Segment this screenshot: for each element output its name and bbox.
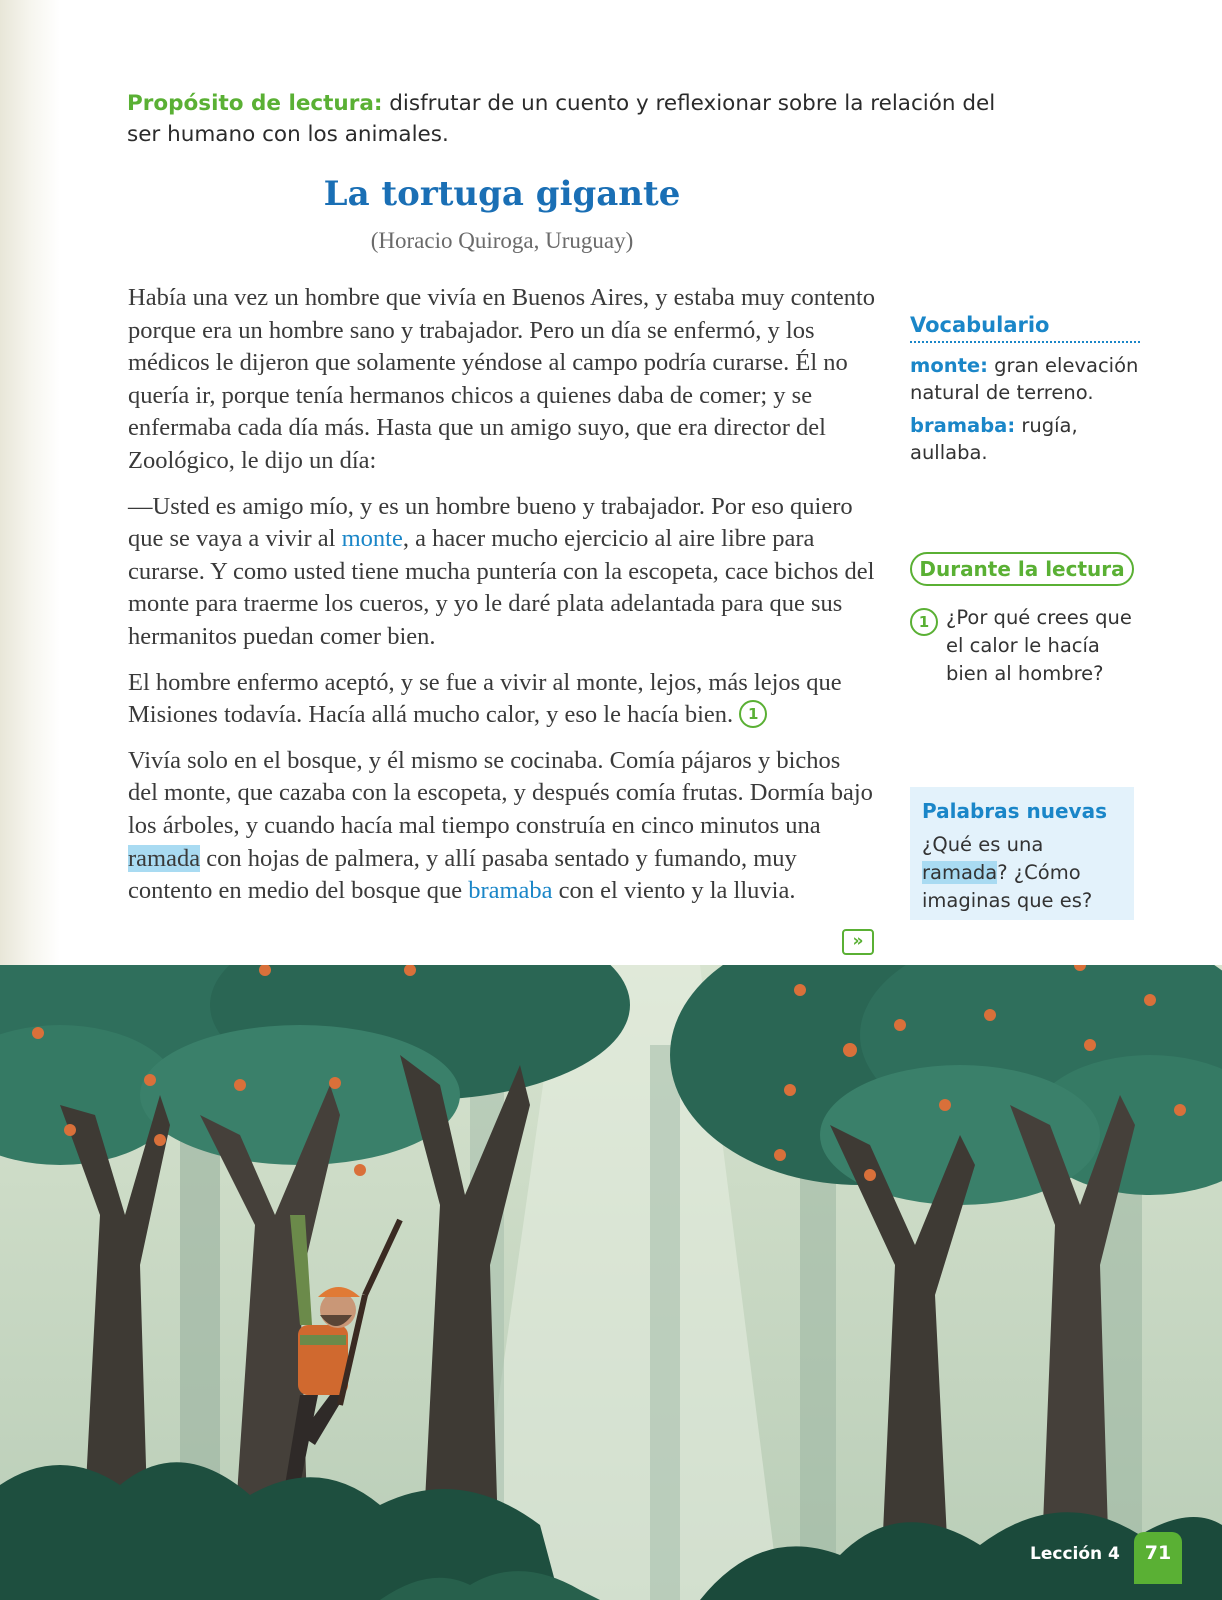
vocab-term: bramaba: [910, 414, 1016, 437]
during-reading-question: ¿Por qué crees que el calor le hacía bien al hombre? [946, 606, 1132, 685]
new-words-box [910, 787, 1134, 920]
forest-illustration [0, 965, 1222, 1600]
vocab-definition: gran elevación natural de terreno. [910, 354, 1139, 404]
story-paragraph-2 [128, 491, 876, 654]
vocab-term: monte: [910, 354, 988, 377]
story-paragraph-4 [128, 745, 876, 908]
question-number-badge: 1 [910, 608, 938, 636]
highlight-ramada[interactable]: ramada [128, 844, 201, 872]
vocab-entry-bramaba [910, 412, 1140, 466]
story-p4-text-c: con el viento y la lluvia. [552, 877, 796, 905]
vocabulary-heading: Vocabulario [910, 312, 1140, 343]
during-reading-badge: Durante la lectura [910, 552, 1134, 586]
lesson-label: Lección 4 [1030, 1544, 1120, 1564]
reading-purpose-text: disfrutar de un cuento y reflexionar sobre la relación del ser humano con los animales. [127, 91, 996, 147]
new-words-text-a: ¿Qué es una [922, 833, 1044, 856]
vocab-definition: rugía, aullaba. [910, 414, 1078, 464]
next-page-button[interactable] [842, 929, 874, 955]
new-words-prompt [922, 831, 1122, 915]
story-p2-text-b: , a hacer mucho ejercicio al aire libre para curarse. Y como usted tiene mucha puntería con la escopeta, cace bichos del monte para traerme los cueros, y yo le daré plata adelantada para que sus hermanitos puedan comer bien. [128, 525, 875, 650]
vocab-link-monte[interactable]: monte [341, 525, 403, 553]
story-p3-text: El hombre enfermo aceptó, y se fue a vivir al monte, lejos, más lejos que Misiones todavía. Hacía allá mucho calor, y eso le hacía bien. [128, 668, 842, 729]
page-gutter-shade [0, 0, 60, 965]
story-paragraph-1: Había una vez un hombre que vivía en Buenos Aires, y estaba muy contento porque era un hombre sano y trabajador. Pero un día se enfermó, y los médicos le dijeron que solamente yéndose al campo podría curarse. Él no quería ir, porque tenía hermanos chicos a quienes daba de comer; y se enfermaba cada día más. Hasta que un amigo suyo, que era director del Zoológico, le dijo un día: [128, 284, 876, 474]
story-title: La tortuga gigante [323, 174, 681, 214]
story-author: (Horacio Quiroga, Uruguay) [370, 228, 634, 253]
vocab-entry-monte [910, 352, 1140, 406]
reading-purpose-label: Propósito de lectura: [127, 91, 383, 116]
reading-purpose [127, 88, 1007, 150]
new-words-text-b: ? ¿Cómo imaginas que es? [922, 861, 1093, 912]
story-p4-text-b: con hojas de palmera, y allí pasaba sentado y fumando, muy contento en medio del bosque que [128, 844, 797, 905]
question-marker-1[interactable]: 1 [739, 700, 767, 728]
story-paragraph-3 [128, 667, 876, 732]
story-p4-text-a: Vivía solo en el bosque, y él mismo se cocinaba. Comía pájaros y bichos del monte, que cazaba con la escopeta, y después comía frutas. Dormía bajo los árboles, y cuando hacía mal tiempo construía en cinco minutos una [128, 746, 873, 839]
new-words-heading: Palabras nuevas [922, 799, 1107, 823]
story-p2-text-a: —Usted es amigo mío, y es un hombre bueno y trabajador. Por eso quiero que se vaya a vivir al [128, 492, 853, 553]
page-number: 71 [1134, 1532, 1182, 1584]
story-body [128, 282, 876, 921]
double-chevron-right-icon: » [852, 931, 864, 951]
new-words-highlight: ramada [922, 861, 998, 884]
vocab-link-bramaba[interactable]: bramaba [468, 877, 553, 905]
